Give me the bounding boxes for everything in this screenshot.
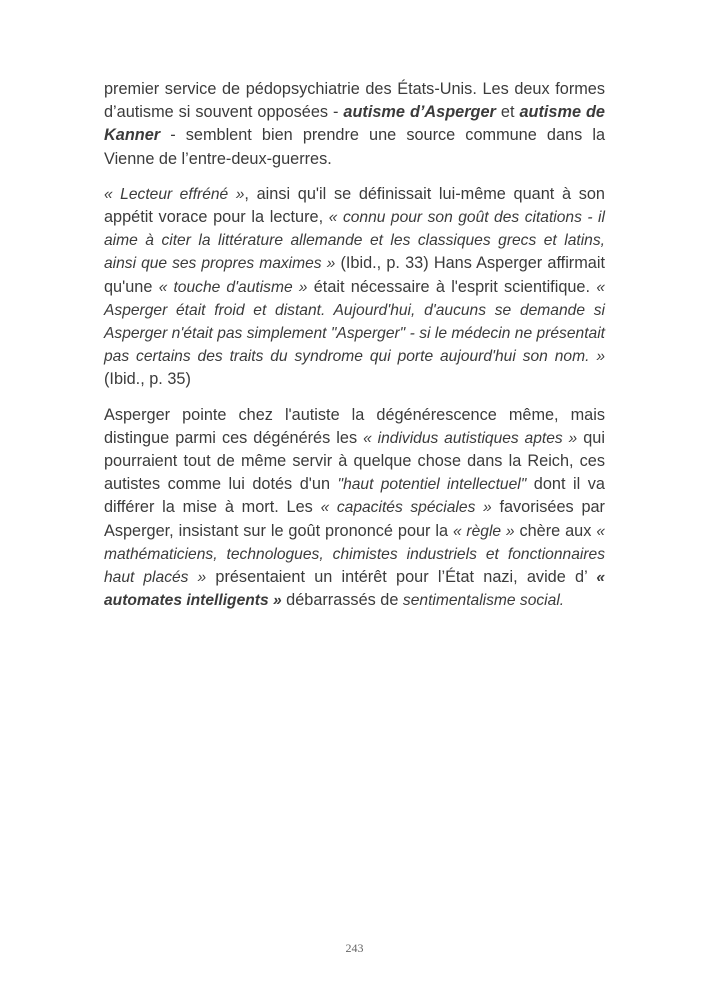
- text-segment: présentaient un intérêt pour l’État nazi, avide d’: [206, 568, 597, 587]
- text-segment-emphasis: autisme de Kanner: [104, 103, 605, 145]
- text-segment: (Ibid., p. 33) Hans Asperger affirmait qu'une: [104, 254, 605, 296]
- quote-segment: "haut potentiel intellectuel": [337, 476, 527, 494]
- text-segment: Asperger pointe chez l'autiste la dégénérescence même, mais distingue parmi ces dégénérés les: [104, 405, 605, 447]
- text-segment: premier service de pédopsychiatrie des États-Unis. Les deux formes d’autisme si souvent opposées -: [104, 80, 605, 122]
- quote-segment: sentimentalisme social.: [402, 592, 565, 610]
- paragraph-3: [104, 404, 605, 613]
- text-segment: débarrassés de: [281, 591, 403, 610]
- text-segment: était nécessaire à l'esprit scientifique.: [307, 277, 597, 296]
- text-segment: qui pourraient tout de même servir à quelque chose dans la Reich, ces autistes comme lui dotés d'un: [104, 428, 605, 494]
- text-segment: chère aux: [514, 521, 597, 540]
- text-segment: favorisées par Asperger, insistant sur le goût prononcé pour la: [104, 498, 605, 540]
- page-number: 243: [345, 941, 364, 955]
- quote-segment: « règle »: [453, 522, 515, 540]
- text-segment: dont il va différer la mise à mort. Les: [104, 475, 605, 517]
- quote-segment: « capacités spéciales »: [320, 499, 492, 517]
- text-segment-emphasis: autisme d’Asperger: [343, 103, 496, 122]
- quote-segment: « connu pour son goût des citations - il aime à citer la littérature allemande et les classiques grecs et latins, ainsi que ses propres maximes »: [104, 209, 605, 273]
- paragraph-1: [104, 78, 605, 171]
- quote-segment: « mathématiciens, technologues, chimistes industriels et fonctionnaires haut placés »: [104, 522, 605, 587]
- quote-segment: « touche d'autisme »: [158, 278, 308, 296]
- text-segment: - semblent bien prendre une source commune dans la Vienne de l’entre-deux-guerres.: [104, 126, 605, 168]
- citation-segment: (Ibid., p. 35): [104, 370, 191, 389]
- quote-segment: « Lecteur effréné »: [104, 185, 245, 203]
- quote-segment: « Asperger était froid et distant. Aujourd'hui, d'aucuns se demande si Asperger n'était pas simplement "Asperger" - si le médecin ne présentait pas certains des traits du syndrome qui porte aujourd'hui son nom. »: [104, 278, 605, 366]
- paragraph-2: [104, 183, 605, 392]
- page-body: [104, 78, 605, 612]
- text-segment: , ainsi qu'il se définissait lui-même quant à son appétit vorace pour la lecture,: [104, 184, 605, 227]
- text-segment: et: [495, 103, 520, 122]
- quote-segment: « individus autistiques aptes »: [363, 429, 578, 447]
- quote-segment-bold: « automates intelligents »: [104, 569, 605, 610]
